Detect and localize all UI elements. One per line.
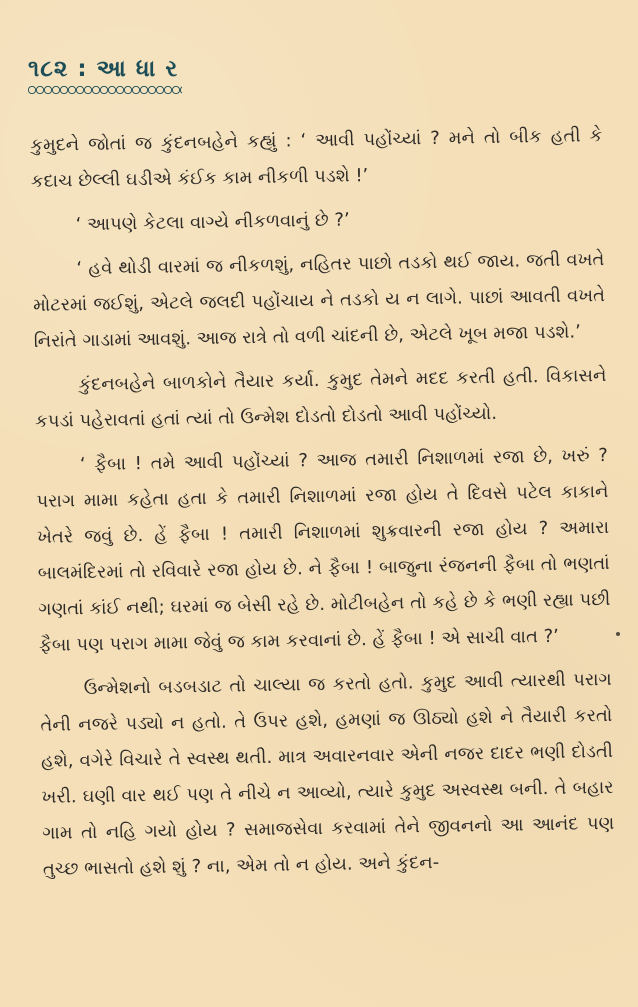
paragraph-6: ઉન્મેશનો બડબડાટ તો ચાલ્યા જ કરતો હતો. કુમુદ આવી ત્યારથી પરાગ તેની નજરે પડ્યો ન હતો. તે ઉપર હશે, હમણાં જ ઊઠ્યો હશે ને તૈયારી કરતો હશે, વગેરે વિચારે તે સ્વસ્થ થતી. માત્ર અવારનવાર એની નજર દાદર ભણી દોડતી ખરી. ઘણી વાર થઈ પણ તે નીચે ન આવ્યો, ત્યારે કુમુદ અસ્વસ્થ બની. તે બહાર ગામ તો નહિ ગયો હોય ? સમાજસેવા કરવામાં તેને જીવનનો આ આનંદ પણ તુચ્છ ભાસતો હશે શું ? ના, એમ તો ન હોય. અને કુંદન-	[40, 668, 615, 880]
paragraph-1: કુમુદને જોતાં જ કુંદનબહેને કહ્યું : ‘ આવી પહોંચ્યાં ? મને તો બીક હતી કે કદાચ છેલ્લી ઘડીએ કંઈક કામ નીકળી પડશે !’	[30, 125, 603, 192]
stray-ink-dot	[616, 632, 620, 636]
page-header	[28, 56, 182, 94]
paragraph-3: ‘ હવે થોડી વારમાં જ નીકળશું, નહિતર પાછો તડકો થઈ જાય. જતી વખતે મોટરમાં જઈશું, એટલે જલદી પહોંચાય ને તડકો ય ન લાગે. પાછાં આવતી વખતે નિરાંતે ગાડામાં આવશું. આજ રાત્રે તો વળી ચાંદની છે, એટલે ખૂબ મજા પડશે.’	[32, 248, 606, 352]
paragraph-4: કુંદનબહેને બાળકોને તૈયાર કર્યા. કુમુદ તેમને મદદ કરતી હતી. વિકાસને કપડાં પહેરાવતાં હતાં ત્યાં તો ઉન્મેશ દોડતો દોડતો આવી પહોંચ્યો.	[34, 364, 607, 432]
header-rule	[28, 86, 182, 94]
paragraph-5: ‘ ફૈબા ! તમે આવી પહોંચ્યાં ? આજ તમારી નિશાળમાં રજા છે, ખરું ? પરાગ મામા કહેતા હતા કે તમારી નિશાળમાં રજા હોય તે દિવસે પટેલ કાકાને ખેતરે જવું છે. હેં ફૈબા ! તમારી નિશાળમાં શુક્રવારની રજા હોય ? અમારા બાલમંદિરમાં તો રવિવારે રજા હોય છે. ને ફૈબા ! બાજુના રંજનની ફૈબા તો ભણતાં ગણતાં કાંઈ નથી; ઘરમાં જ બેસી રહે છે. મોટીબહેન તો કહે છે કે ભણી રહ્યા પછી ફૈબા પણ પરાગ મામા જેવું જ કામ કરવાનાં છે. હેં ફૈબા ! એ સાચી વાત ?’	[36, 444, 611, 656]
page-number-title: ૧૮૨ : આ ધા ર	[28, 56, 179, 82]
text-body	[30, 118, 615, 896]
paragraph-2: ‘ આપણે કેટલા વાગ્યે નીકળવાનું છે ?’	[75, 209, 350, 236]
